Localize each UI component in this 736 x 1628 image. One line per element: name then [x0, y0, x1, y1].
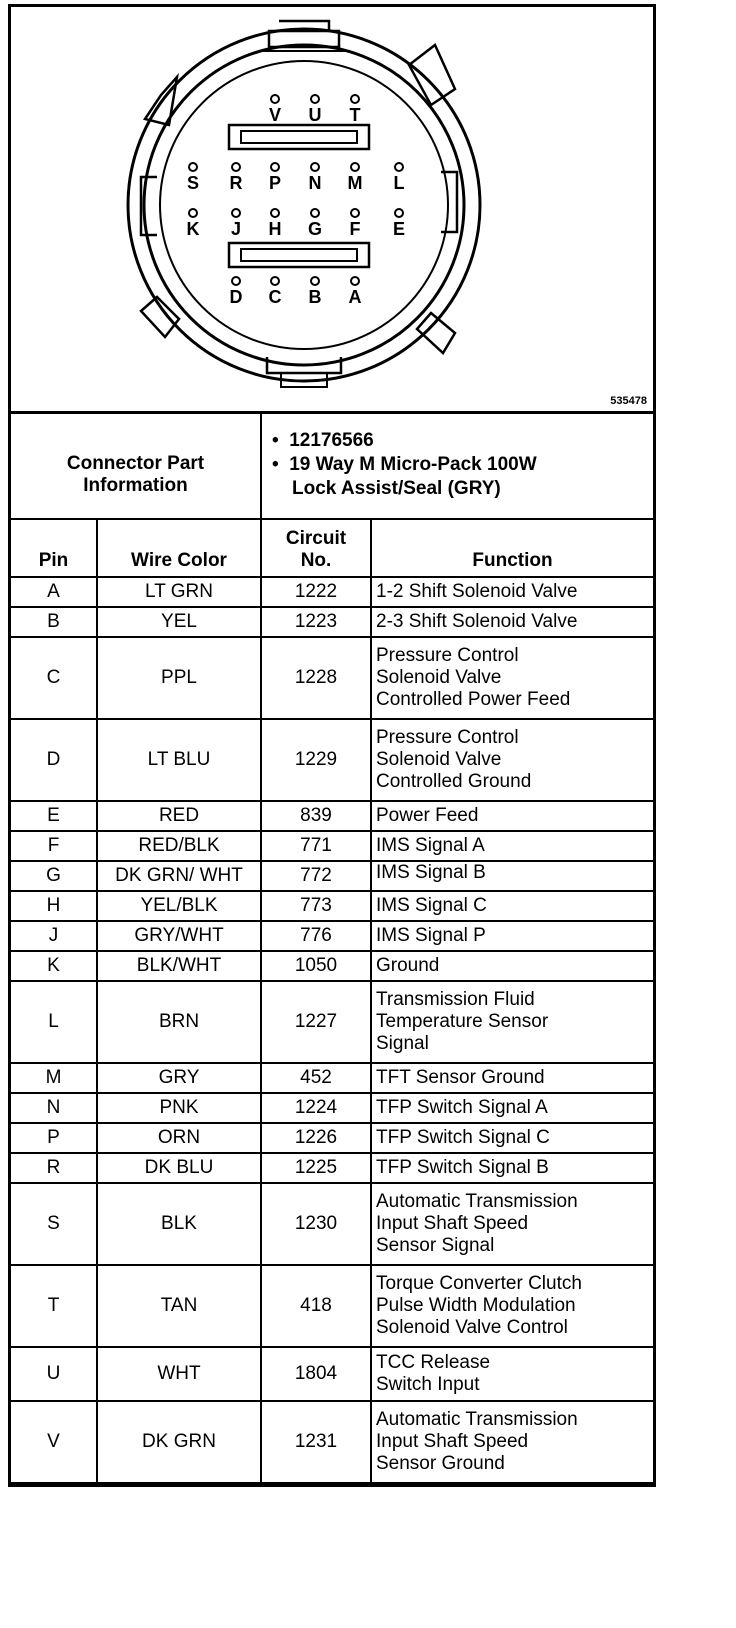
function-cell [371, 1093, 653, 1123]
pin-cell: K [11, 951, 97, 981]
pin-hole-s [189, 163, 197, 171]
wire-color-cell: GRY/WHT [97, 921, 261, 951]
pin-cell: A [11, 577, 97, 607]
connector-inner-ring [144, 45, 464, 365]
pin-hole-k [189, 209, 197, 217]
pin-label-j: J [230, 219, 242, 239]
pin-cell: G [11, 861, 97, 891]
connector-info-label-line2: Information [83, 475, 188, 496]
table-row [11, 951, 653, 981]
pin-cell: H [11, 891, 97, 921]
wire-color-cell: DK BLU [97, 1153, 261, 1183]
pin-hole-l [395, 163, 403, 171]
function-line: Controlled Ground [376, 771, 532, 792]
function-line: TCC Release [376, 1352, 491, 1373]
circuit-cell: 452 [261, 1063, 371, 1093]
function-line: Automatic Transmission [376, 1409, 578, 1430]
function-line: Input Shaft Speed [376, 1431, 529, 1452]
pin-hole-c [271, 277, 279, 285]
pin-label-s: S [186, 173, 200, 193]
function-line: 2-3 Shift Solenoid Valve [376, 611, 578, 632]
table-row [11, 1347, 653, 1401]
circuit-cell: 1222 [261, 577, 371, 607]
table-row [11, 801, 653, 831]
circuit-cell: 418 [261, 1265, 371, 1347]
function-line: TFP Switch Signal A [376, 1097, 548, 1118]
pin-cell: R [11, 1153, 97, 1183]
pin-hole-u [311, 95, 319, 103]
pin-cell: J [11, 921, 97, 951]
pin-cell: S [11, 1183, 97, 1265]
pin-label-b: B [308, 287, 322, 307]
function-line: Pressure Control [376, 645, 519, 666]
function-cell [371, 637, 653, 719]
function-cell [371, 1183, 653, 1265]
pin-cell: M [11, 1063, 97, 1093]
wire-color-cell: RED [97, 801, 261, 831]
function-cell [371, 801, 653, 831]
function-cell [371, 981, 653, 1063]
table-row [11, 1123, 653, 1153]
table-row [11, 1401, 653, 1483]
function-line: 1-2 Shift Solenoid Valve [376, 581, 578, 602]
pin-label-u: U [308, 105, 322, 125]
connector-diagram-panel [11, 7, 653, 414]
pin-hole-h [271, 209, 279, 217]
function-cell [371, 951, 653, 981]
wire-color-cell: WHT [97, 1347, 261, 1401]
table-row [11, 607, 653, 637]
function-cell [371, 1153, 653, 1183]
circuit-cell: 1224 [261, 1093, 371, 1123]
circuit-cell: 1225 [261, 1153, 371, 1183]
pin-label-e: E [392, 219, 406, 239]
table-row [11, 1153, 653, 1183]
pin-label-r: R [229, 173, 243, 193]
wire-color-cell: YEL [97, 607, 261, 637]
function-cell [371, 831, 653, 861]
table-header-row [11, 519, 653, 577]
pin-cell: C [11, 637, 97, 719]
connector-outer-ring [128, 29, 480, 381]
wire-color-cell: BRN [97, 981, 261, 1063]
pin-label-a: A [348, 287, 362, 307]
circuit-cell: 1227 [261, 981, 371, 1063]
pin-label-d: D [229, 287, 243, 307]
pin-label-k: K [186, 219, 200, 239]
pin-cell: F [11, 831, 97, 861]
function-cell [371, 577, 653, 607]
description-line2: Lock Assist/Seal (GRY) [292, 478, 501, 499]
pin-cell: D [11, 719, 97, 801]
pin-hole-t [351, 95, 359, 103]
wire-color-cell: RED/BLK [97, 831, 261, 861]
figure-id: 535478 [610, 395, 647, 407]
function-line: TFT Sensor Ground [376, 1067, 545, 1088]
function-cell [371, 1063, 653, 1093]
pin-labels [187, 95, 406, 307]
function-line: TFP Switch Signal C [376, 1127, 550, 1148]
pin-hole-f [351, 209, 359, 217]
description-line1: 19 Way M Micro-Pack 100W [289, 454, 537, 475]
function-cell [371, 921, 653, 951]
function-cell [371, 1401, 653, 1483]
table-row [11, 577, 653, 607]
function-cell [371, 861, 653, 891]
description-line: • 19 Way M Micro-Pack 100W Lock Assist/Seal (GRY) [272, 454, 537, 499]
wire-color-cell: LT BLU [97, 719, 261, 801]
function-line: Transmission Fluid [376, 989, 535, 1010]
function-cell [371, 719, 653, 801]
pin-label-m: M [347, 173, 363, 193]
table-row [11, 861, 653, 891]
function-cell [371, 607, 653, 637]
pin-hole-d [232, 277, 240, 285]
connector-info-label [11, 414, 261, 519]
circuit-cell: 1223 [261, 607, 371, 637]
function-line: Pulse Width Modulation [376, 1295, 576, 1316]
table-row [11, 1265, 653, 1347]
function-line: IMS Signal A [376, 835, 485, 856]
circuit-cell: 1231 [261, 1401, 371, 1483]
header-pin: Pin [11, 519, 97, 577]
function-line: Pressure Control [376, 727, 519, 748]
wire-color-cell: DK GRN [97, 1401, 261, 1483]
function-line: Automatic Transmission [376, 1191, 578, 1212]
function-line: Solenoid Valve [376, 667, 502, 688]
function-line: Sensor Ground [376, 1453, 505, 1474]
wire-color-cell: BLK/WHT [97, 951, 261, 981]
pin-label-l: L [393, 173, 405, 193]
table-row [11, 1183, 653, 1265]
connector-info-label-line1: Connector Part [66, 453, 205, 474]
pin-cell: U [11, 1347, 97, 1401]
circuit-cell: 773 [261, 891, 371, 921]
pin-label-c: C [268, 287, 282, 307]
pin-label-n: N [308, 173, 322, 193]
table-row [11, 891, 653, 921]
function-cell [371, 1347, 653, 1401]
pin-hole-p [271, 163, 279, 171]
function-line: Controlled Power Feed [376, 689, 571, 710]
function-line: Ground [376, 955, 440, 976]
wire-color-cell: PNK [97, 1093, 261, 1123]
header-circuit: Circuit No. [261, 519, 371, 577]
function-line: Input Shaft Speed [376, 1213, 529, 1234]
wire-color-cell: BLK [97, 1183, 261, 1265]
connector-info-row [11, 414, 653, 519]
function-line: Temperature Sensor [376, 1011, 549, 1032]
circuit-cell: 1226 [261, 1123, 371, 1153]
function-line: IMS Signal P [376, 925, 486, 946]
wire-color-cell: DK GRN/ WHT [97, 861, 261, 891]
function-cell [371, 891, 653, 921]
circuit-cell: 839 [261, 801, 371, 831]
function-line: IMS Signal B [376, 862, 486, 883]
pin-cell: V [11, 1401, 97, 1483]
function-line: Signal [376, 1033, 429, 1054]
pin-hole-a [351, 277, 359, 285]
pin-label-v: V [268, 105, 282, 125]
pin-hole-m [351, 163, 359, 171]
circuit-cell: 1230 [261, 1183, 371, 1265]
circuit-cell: 776 [261, 921, 371, 951]
pin-label-t: T [349, 105, 361, 125]
table-row [11, 1063, 653, 1093]
table-row [11, 831, 653, 861]
pin-label-g: G [307, 219, 323, 239]
wire-color-cell: LT GRN [97, 577, 261, 607]
pin-hole-g [311, 209, 319, 217]
function-cell [371, 1265, 653, 1347]
part-number: 12176566 [289, 430, 374, 451]
pin-hole-b [311, 277, 319, 285]
function-line: Sensor Signal [376, 1235, 495, 1256]
circuit-cell: 771 [261, 831, 371, 861]
pin-hole-r [232, 163, 240, 171]
pin-label-h: H [268, 219, 282, 239]
table-row [11, 719, 653, 801]
circuit-cell: 1050 [261, 951, 371, 981]
pin-label-f: F [349, 219, 361, 239]
wire-color-cell: TAN [97, 1265, 261, 1347]
pin-hole-j [232, 209, 240, 217]
pin-rows [11, 577, 653, 1483]
wire-color-cell: PPL [97, 637, 261, 719]
function-line: Solenoid Valve [376, 749, 502, 770]
pin-cell: L [11, 981, 97, 1063]
wire-color-cell: GRY [97, 1063, 261, 1093]
circuit-cell: 1228 [261, 637, 371, 719]
function-line: Solenoid Valve Control [376, 1317, 568, 1338]
pin-cell: P [11, 1123, 97, 1153]
connector-face-drawing [11, 7, 653, 411]
function-line: Power Feed [376, 805, 479, 826]
pin-cell: E [11, 801, 97, 831]
wire-color-cell: YEL/BLK [97, 891, 261, 921]
function-line: IMS Signal C [376, 895, 487, 916]
table-row [11, 1093, 653, 1123]
pin-hole-n [311, 163, 319, 171]
table-row [11, 637, 653, 719]
wire-color-cell: ORN [97, 1123, 261, 1153]
header-function: Function [371, 519, 653, 577]
function-line: Switch Input [376, 1374, 480, 1395]
pin-cell: T [11, 1265, 97, 1347]
circuit-cell: 1804 [261, 1347, 371, 1401]
pin-cell: N [11, 1093, 97, 1123]
connector-info-values [261, 414, 653, 519]
table-row [11, 921, 653, 951]
function-line: TFP Switch Signal B [376, 1157, 549, 1178]
function-cell [371, 1123, 653, 1153]
part-number-line: • 12176566 [272, 430, 374, 451]
pin-cell: B [11, 607, 97, 637]
function-line: Torque Converter Clutch [376, 1273, 582, 1294]
table-row [11, 981, 653, 1063]
circuit-cell: 772 [261, 861, 371, 891]
pin-hole-v [271, 95, 279, 103]
pin-hole-e [395, 209, 403, 217]
header-wire-color: Wire Color [97, 519, 261, 577]
circuit-cell: 1229 [261, 719, 371, 801]
connector-table [11, 414, 653, 1484]
connector-sheet [8, 4, 656, 1487]
pin-label-p: P [268, 173, 282, 193]
